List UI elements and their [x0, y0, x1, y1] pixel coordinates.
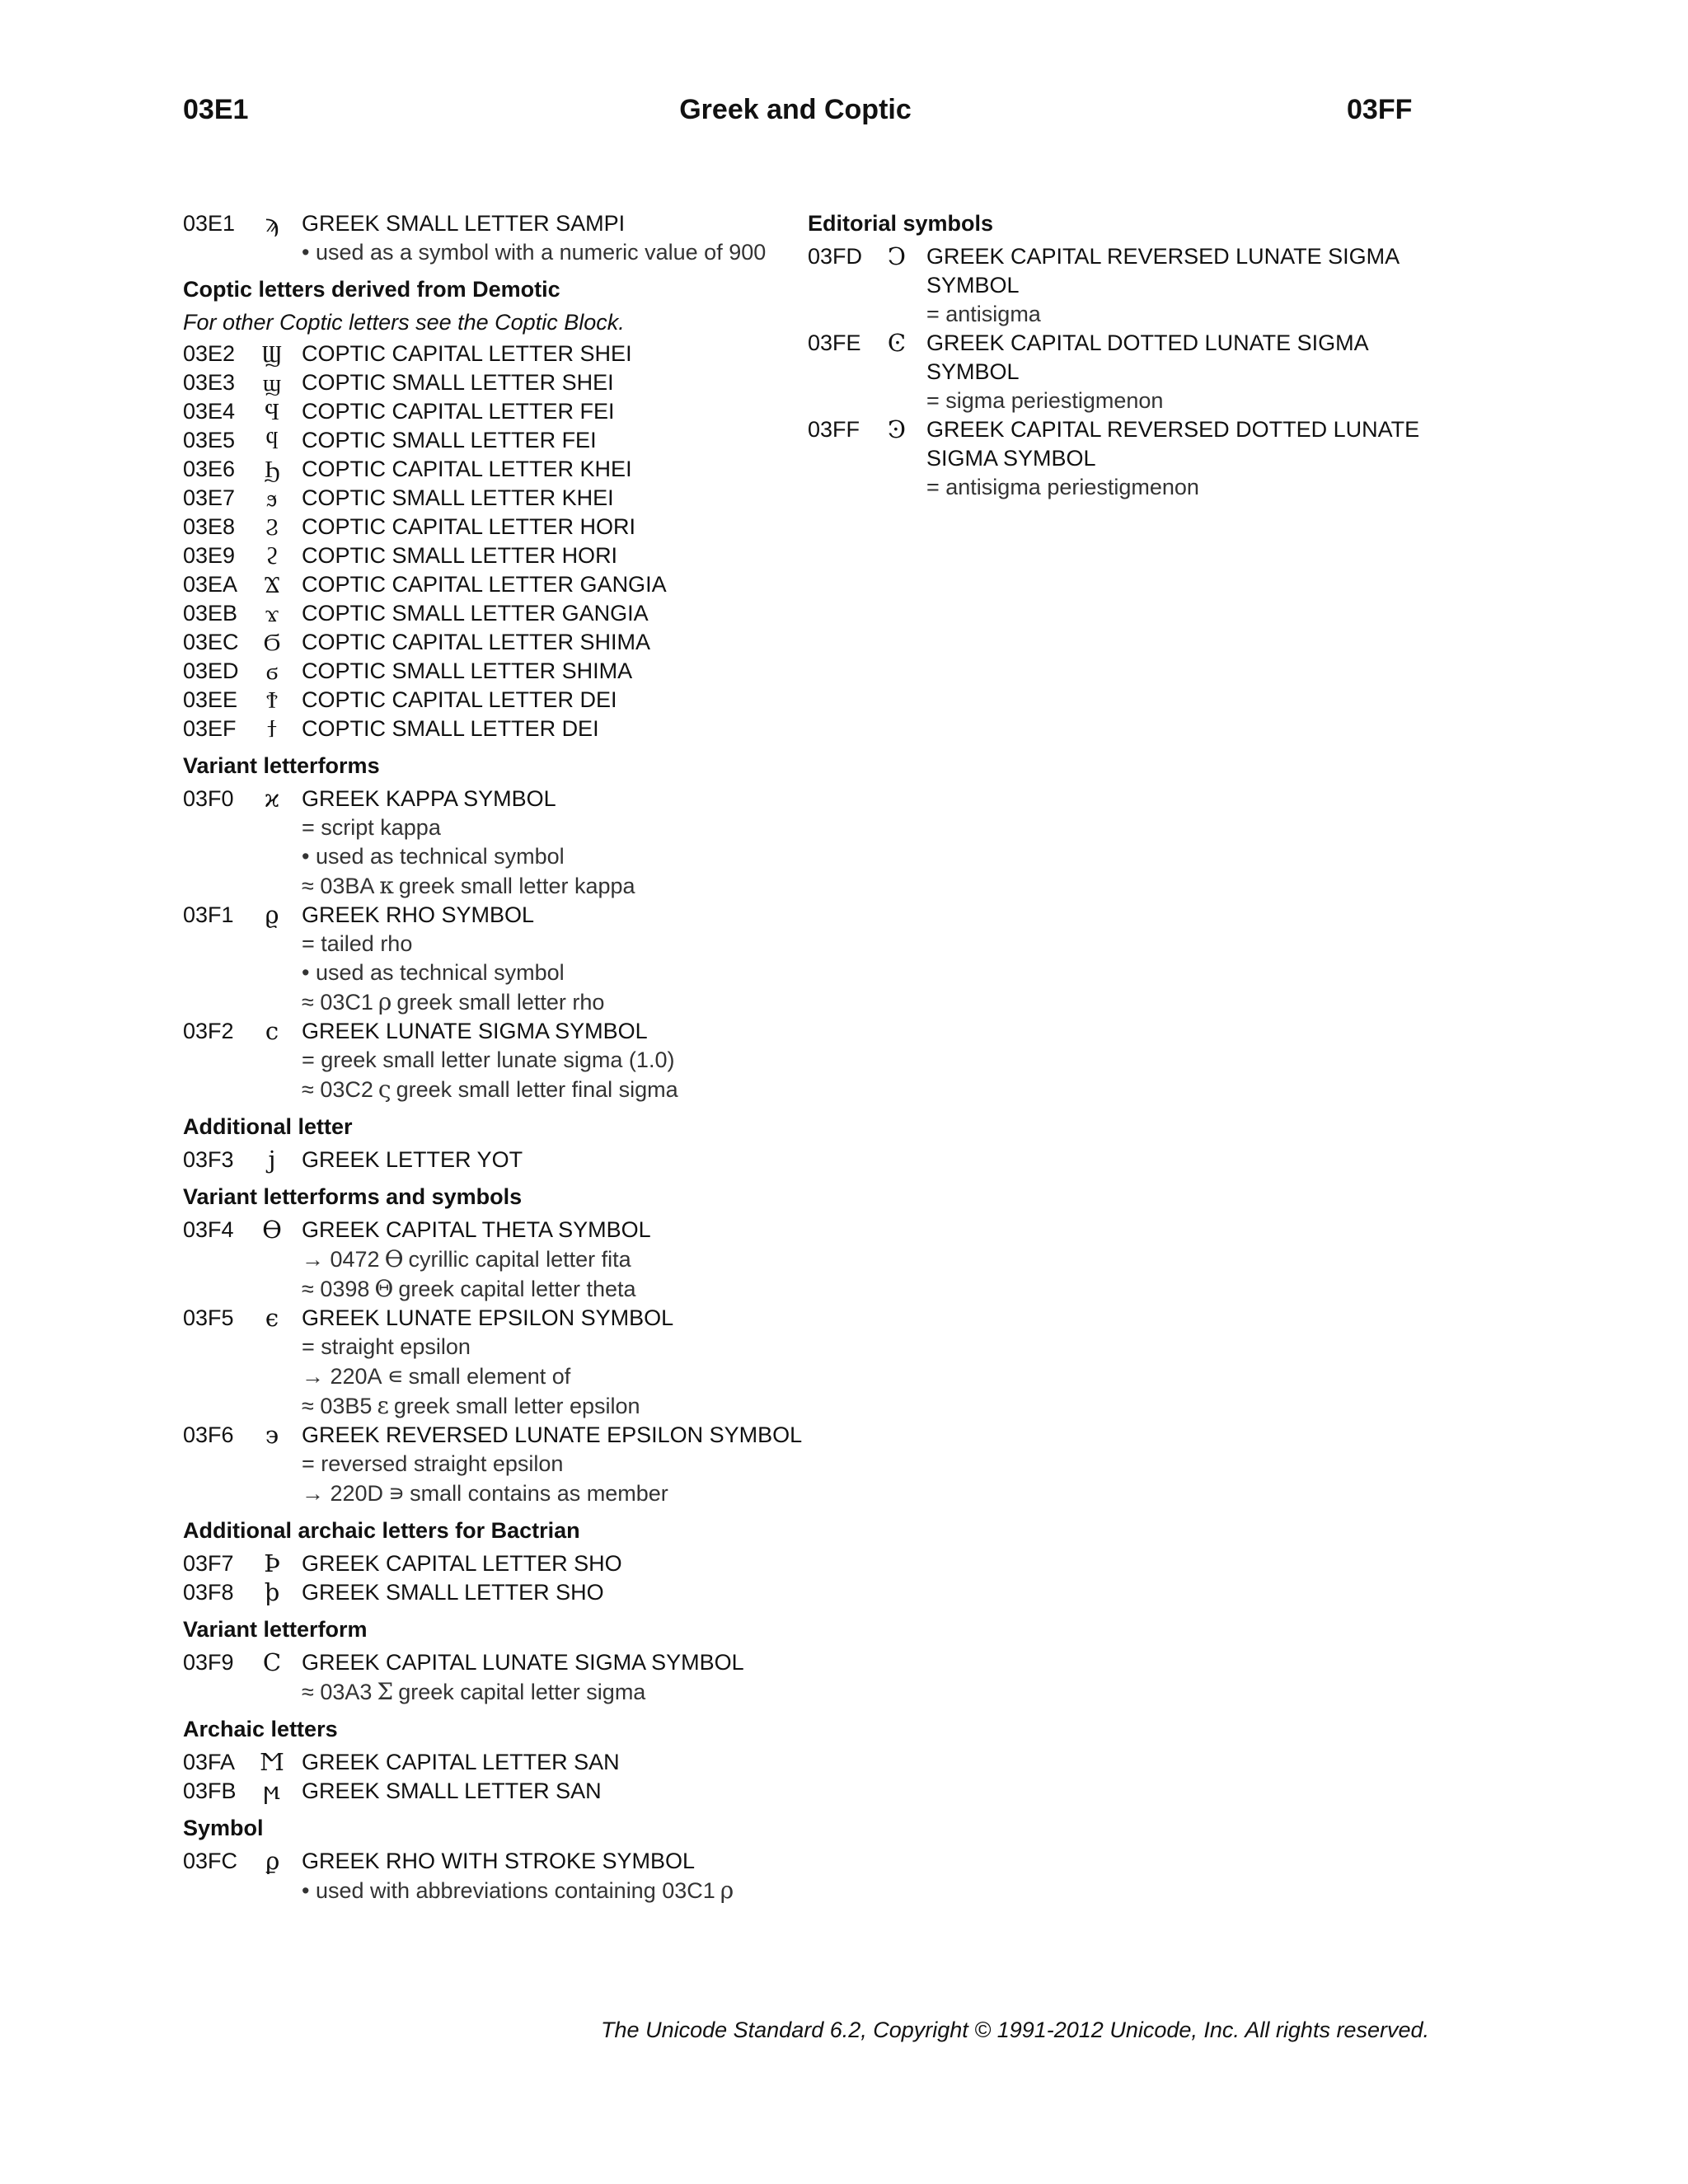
entry-body — [302, 1748, 826, 1777]
section-heading: Variant letterforms — [183, 753, 380, 778]
entry-body — [302, 1421, 826, 1508]
char-entry — [183, 340, 826, 368]
code-point: 03FF — [808, 417, 860, 442]
entry-body — [302, 1578, 826, 1607]
char-glyph: Ϧ — [264, 455, 280, 483]
char-annotation — [302, 1391, 826, 1421]
char-entry — [183, 785, 826, 901]
section-heading: Symbol — [183, 1816, 264, 1840]
char-name: COPTIC CAPITAL LETTER GANGIA — [302, 572, 667, 597]
char-entry — [183, 1216, 826, 1304]
char-entry — [183, 715, 826, 743]
char-annotation: = straight epsilon — [302, 1334, 471, 1359]
char-annotation: = reversed straight epsilon — [302, 1451, 564, 1476]
entry-body — [302, 657, 826, 686]
char-entry — [183, 397, 826, 426]
char-glyph: Ϩ — [265, 513, 279, 541]
char-annotation — [302, 1361, 826, 1391]
char-glyph: Ϯ — [266, 686, 278, 714]
annotation-glyph: ς — [377, 1076, 392, 1103]
char-glyph: Ͻ — [887, 242, 907, 270]
annotation-glyph: κ — [379, 872, 394, 899]
char-entry — [183, 455, 826, 484]
annotation-ref: ≈ 03C2 — [302, 1077, 373, 1102]
entry-body — [302, 368, 826, 397]
char-glyph: ϩ — [265, 541, 279, 569]
char-glyph: ϰ — [264, 785, 280, 813]
entry-body — [302, 426, 826, 455]
section-heading: Variant letterform — [183, 1617, 368, 1642]
header-range-start: 03E1 — [183, 94, 249, 125]
annotation-ref-name: small element of — [408, 1364, 571, 1389]
char-entry — [183, 686, 826, 715]
annotation-glyph: ρ — [720, 1877, 734, 1904]
char-name: GREEK CAPITAL LUNATE SIGMA SYMBOL — [302, 1650, 744, 1675]
annotation-ref: ≈ 03BA — [302, 874, 375, 898]
entry-body — [302, 209, 826, 267]
char-name: GREEK CAPITAL REVERSED DOTTED LUNATE SIGMA SYMBOL — [926, 417, 1420, 471]
char-annotation — [302, 1075, 826, 1104]
char-annotation: • used as technical symbol — [302, 844, 565, 869]
char-annotation: = tailed rho — [302, 931, 413, 956]
char-name: GREEK CAPITAL REVERSED LUNATE SIGMA SYMBOL — [926, 244, 1399, 298]
char-glyph: Ϸ — [264, 1549, 280, 1577]
char-glyph: ϴ — [262, 1216, 282, 1244]
char-glyph: Ϥ — [265, 397, 279, 425]
char-glyph: ϡ — [265, 209, 279, 237]
annotation-ref: ≈ 03A3 — [302, 1680, 373, 1704]
annotation-ref: → 220D — [302, 1481, 384, 1506]
code-point: 03FC — [183, 1849, 238, 1873]
char-glyph: ϵ — [265, 1304, 279, 1332]
char-glyph: ϭ — [265, 657, 279, 685]
char-name: COPTIC CAPITAL LETTER FEI — [302, 399, 615, 424]
code-point: 03F0 — [183, 786, 234, 811]
entry-body — [302, 1549, 826, 1578]
annotation-glyph: ε — [377, 1392, 389, 1419]
entry-body — [302, 1847, 826, 1905]
char-name: COPTIC SMALL LETTER SHEI — [302, 370, 614, 395]
char-glyph: ϶ — [265, 1421, 279, 1449]
char-glyph: ϫ — [265, 599, 279, 627]
entry-body — [926, 415, 1451, 502]
entry-body — [302, 901, 826, 1017]
char-name: GREEK KAPPA SYMBOL — [302, 786, 556, 811]
char-entry — [183, 1549, 826, 1578]
code-point: 03F6 — [183, 1422, 234, 1447]
code-point: 03FE — [808, 330, 861, 355]
char-glyph: ϱ — [265, 901, 279, 929]
char-entry — [183, 484, 826, 513]
code-point: 03FA — [183, 1750, 236, 1774]
annotation-ref-name: greek small letter epsilon — [393, 1394, 640, 1418]
char-name: GREEK SMALL LETTER SAMPI — [302, 211, 626, 236]
section-heading: Coptic letters derived from Demotic — [183, 277, 560, 302]
char-name: GREEK SMALL LETTER SHO — [302, 1580, 604, 1605]
char-entry — [183, 1421, 826, 1508]
annotation-glyph: ∍ — [388, 1479, 406, 1507]
section-heading: Editorial symbols — [808, 211, 994, 236]
section-heading: Additional archaic letters for Bactrian — [183, 1518, 580, 1543]
char-entry — [183, 599, 826, 628]
char-entry — [808, 415, 1451, 502]
char-glyph: ϼ — [265, 1847, 279, 1875]
char-glyph: Ϣ — [261, 340, 282, 368]
char-entry — [183, 209, 826, 267]
code-point: 03E2 — [183, 341, 236, 366]
char-glyph: ϳ — [268, 1146, 276, 1174]
char-entry — [183, 1847, 826, 1905]
annotation-glyph: ∊ — [387, 1362, 404, 1390]
annotation-glyph: ρ — [377, 988, 392, 1015]
annotation-ref-name: greek capital letter sigma — [398, 1680, 646, 1704]
entry-body — [302, 541, 826, 570]
char-glyph: ϣ — [262, 368, 282, 396]
right-column — [808, 209, 1451, 502]
page-title: Greek and Coptic — [679, 94, 912, 125]
section-heading: Additional letter — [183, 1114, 353, 1139]
code-point: 03E4 — [183, 399, 236, 424]
annotation-ref: → 220A — [302, 1364, 382, 1389]
char-name: COPTIC CAPITAL LETTER SHEI — [302, 341, 632, 366]
char-annotation: = antisigma periestigmenon — [926, 475, 1199, 499]
char-name: GREEK CAPITAL DOTTED LUNATE SIGMA SYMBOL — [926, 330, 1368, 384]
entry-body — [302, 570, 826, 599]
char-name: COPTIC SMALL LETTER DEI — [302, 716, 599, 741]
entry-body — [302, 340, 826, 368]
entry-body — [302, 484, 826, 513]
char-entry — [808, 242, 1451, 329]
char-name: GREEK LETTER YOT — [302, 1147, 523, 1172]
entry-body — [302, 513, 826, 541]
code-point: 03EF — [183, 716, 237, 741]
char-name: COPTIC CAPITAL LETTER DEI — [302, 687, 617, 712]
code-point: 03EC — [183, 630, 239, 654]
code-point: 03E6 — [183, 457, 236, 481]
code-point: 03E1 — [183, 211, 236, 236]
code-point: 03F3 — [183, 1147, 234, 1172]
char-glyph: ϧ — [266, 484, 278, 512]
char-annotation — [302, 1677, 826, 1707]
code-point: 03F4 — [183, 1217, 234, 1242]
code-point: 03EE — [183, 687, 238, 712]
annotation-ref: ≈ 03B5 — [302, 1394, 373, 1418]
char-entry — [183, 541, 826, 570]
char-annotation: = antisigma — [926, 302, 1041, 326]
char-name: GREEK CAPITAL LETTER SHO — [302, 1551, 622, 1576]
char-annotation: = sigma periestigmenon — [926, 388, 1164, 413]
char-annotation — [302, 1479, 826, 1508]
char-name: COPTIC CAPITAL LETTER HORI — [302, 514, 636, 539]
annotation-ref-name: small contains as member — [410, 1481, 668, 1506]
annotation-ref: → 0472 — [302, 1247, 380, 1272]
char-entry — [183, 1578, 826, 1607]
entry-body — [302, 1216, 826, 1304]
annotation-ref: ≈ 0398 — [302, 1277, 370, 1301]
char-name: GREEK LUNATE SIGMA SYMBOL — [302, 1019, 648, 1043]
code-point: 03FB — [183, 1779, 237, 1803]
char-name: GREEK REVERSED LUNATE EPSILON SYMBOL — [302, 1422, 803, 1447]
char-annotation — [302, 871, 826, 901]
char-name: GREEK CAPITAL THETA SYMBOL — [302, 1217, 651, 1242]
section-heading: Variant letterforms and symbols — [183, 1184, 523, 1209]
char-entry — [183, 368, 826, 397]
entry-body — [302, 1304, 826, 1421]
entry-body — [302, 686, 826, 715]
char-glyph: Ͼ — [887, 329, 907, 357]
char-glyph: Ϫ — [264, 570, 280, 598]
code-point: 03F7 — [183, 1551, 234, 1576]
char-name: GREEK RHO WITH STROKE SYMBOL — [302, 1849, 696, 1873]
char-glyph: ϻ — [263, 1777, 281, 1805]
entry-body — [926, 329, 1451, 415]
entry-body — [302, 455, 826, 484]
annotation-ref-name: greek small letter rho — [396, 990, 605, 1015]
char-glyph: Ϲ — [262, 1648, 282, 1676]
entry-body — [302, 785, 826, 901]
annotation-glyph: Ѳ — [384, 1245, 404, 1272]
char-entry — [183, 1146, 826, 1174]
code-point: 03EA — [183, 572, 238, 597]
char-name: GREEK CAPITAL LETTER SAN — [302, 1750, 620, 1774]
code-point: 03F9 — [183, 1650, 234, 1675]
char-entry — [183, 657, 826, 686]
char-entry — [183, 1748, 826, 1777]
char-entry — [183, 426, 826, 455]
entry-body — [302, 599, 826, 628]
entry-body — [302, 1648, 826, 1707]
char-glyph: Ͽ — [887, 415, 907, 443]
char-name: COPTIC CAPITAL LETTER SHIMA — [302, 630, 651, 654]
char-annotation — [302, 1244, 826, 1274]
char-name: COPTIC CAPITAL LETTER KHEI — [302, 457, 632, 481]
entry-body — [302, 1017, 826, 1104]
entry-body — [302, 1146, 826, 1174]
code-point: 03ED — [183, 658, 239, 683]
char-annotation — [302, 1274, 826, 1304]
char-name: GREEK LUNATE EPSILON SYMBOL — [302, 1305, 674, 1330]
code-point: 03F1 — [183, 902, 234, 927]
char-entry — [808, 329, 1451, 415]
header-range-end: 03FF — [1347, 94, 1413, 125]
char-name: COPTIC SMALL LETTER HORI — [302, 543, 618, 568]
annotation-ref: • used with abbreviations containing 03C1 — [302, 1878, 715, 1903]
char-annotation — [302, 987, 826, 1017]
char-name: COPTIC SMALL LETTER FEI — [302, 428, 597, 452]
char-glyph: ϥ — [265, 426, 279, 454]
char-annotation: = greek small letter lunate sigma (1.0) — [302, 1047, 675, 1072]
entry-body — [302, 628, 826, 657]
annotation-ref-name: cyrillic capital letter fita — [408, 1247, 631, 1272]
char-name: GREEK RHO SYMBOL — [302, 902, 535, 927]
section-subheading: For other Coptic letters see the Coptic Block. — [183, 310, 625, 335]
entry-body — [302, 715, 826, 743]
annotation-ref: ≈ 03C1 — [302, 990, 373, 1015]
code-point: 03F2 — [183, 1019, 234, 1043]
annotation-glyph: Θ — [374, 1275, 394, 1302]
char-glyph: ϲ — [265, 1017, 279, 1045]
annotation-glyph: Σ — [377, 1678, 394, 1705]
code-point: 03E8 — [183, 514, 236, 539]
entry-body — [302, 1777, 826, 1806]
code-point: 03EB — [183, 601, 238, 626]
char-name: COPTIC SMALL LETTER GANGIA — [302, 601, 649, 626]
char-glyph: ϯ — [267, 715, 277, 743]
entry-body — [926, 242, 1451, 329]
code-point: 03F5 — [183, 1305, 234, 1330]
left-column — [183, 209, 826, 1905]
char-entry — [183, 1648, 826, 1707]
annotation-ref-name: greek small letter kappa — [398, 874, 635, 898]
annotation-ref-name: greek small letter final sigma — [396, 1077, 678, 1102]
char-entry — [183, 570, 826, 599]
copyright-footer: The Unicode Standard 6.2, Copyright © 1991-2012 Unicode, Inc. All rights reserved. — [601, 2018, 1429, 2042]
char-glyph: Ϻ — [260, 1748, 284, 1776]
char-annotation — [302, 1876, 826, 1905]
char-entry — [183, 1777, 826, 1806]
char-annotation: = script kappa — [302, 815, 441, 840]
char-entry — [183, 513, 826, 541]
char-name: GREEK SMALL LETTER SAN — [302, 1779, 602, 1803]
entry-body — [302, 397, 826, 426]
char-entry — [183, 1304, 826, 1421]
char-name: COPTIC SMALL LETTER KHEI — [302, 485, 614, 510]
char-glyph: ϸ — [264, 1578, 280, 1606]
code-point: 03E5 — [183, 428, 236, 452]
char-entry — [183, 901, 826, 1017]
code-point: 03F8 — [183, 1580, 234, 1605]
code-point: 03E3 — [183, 370, 236, 395]
char-glyph: Ϭ — [263, 628, 281, 656]
char-entry — [183, 628, 826, 657]
code-point: 03FD — [808, 244, 863, 269]
char-name: COPTIC SMALL LETTER SHIMA — [302, 658, 633, 683]
char-entry — [183, 1017, 826, 1104]
code-point: 03E7 — [183, 485, 236, 510]
annotation-ref-name: greek capital letter theta — [398, 1277, 636, 1301]
code-point: 03E9 — [183, 543, 236, 568]
char-annotation: • used as technical symbol — [302, 960, 565, 985]
section-heading: Archaic letters — [183, 1717, 338, 1741]
char-annotation: • used as a symbol with a numeric value of 900 — [302, 240, 767, 265]
